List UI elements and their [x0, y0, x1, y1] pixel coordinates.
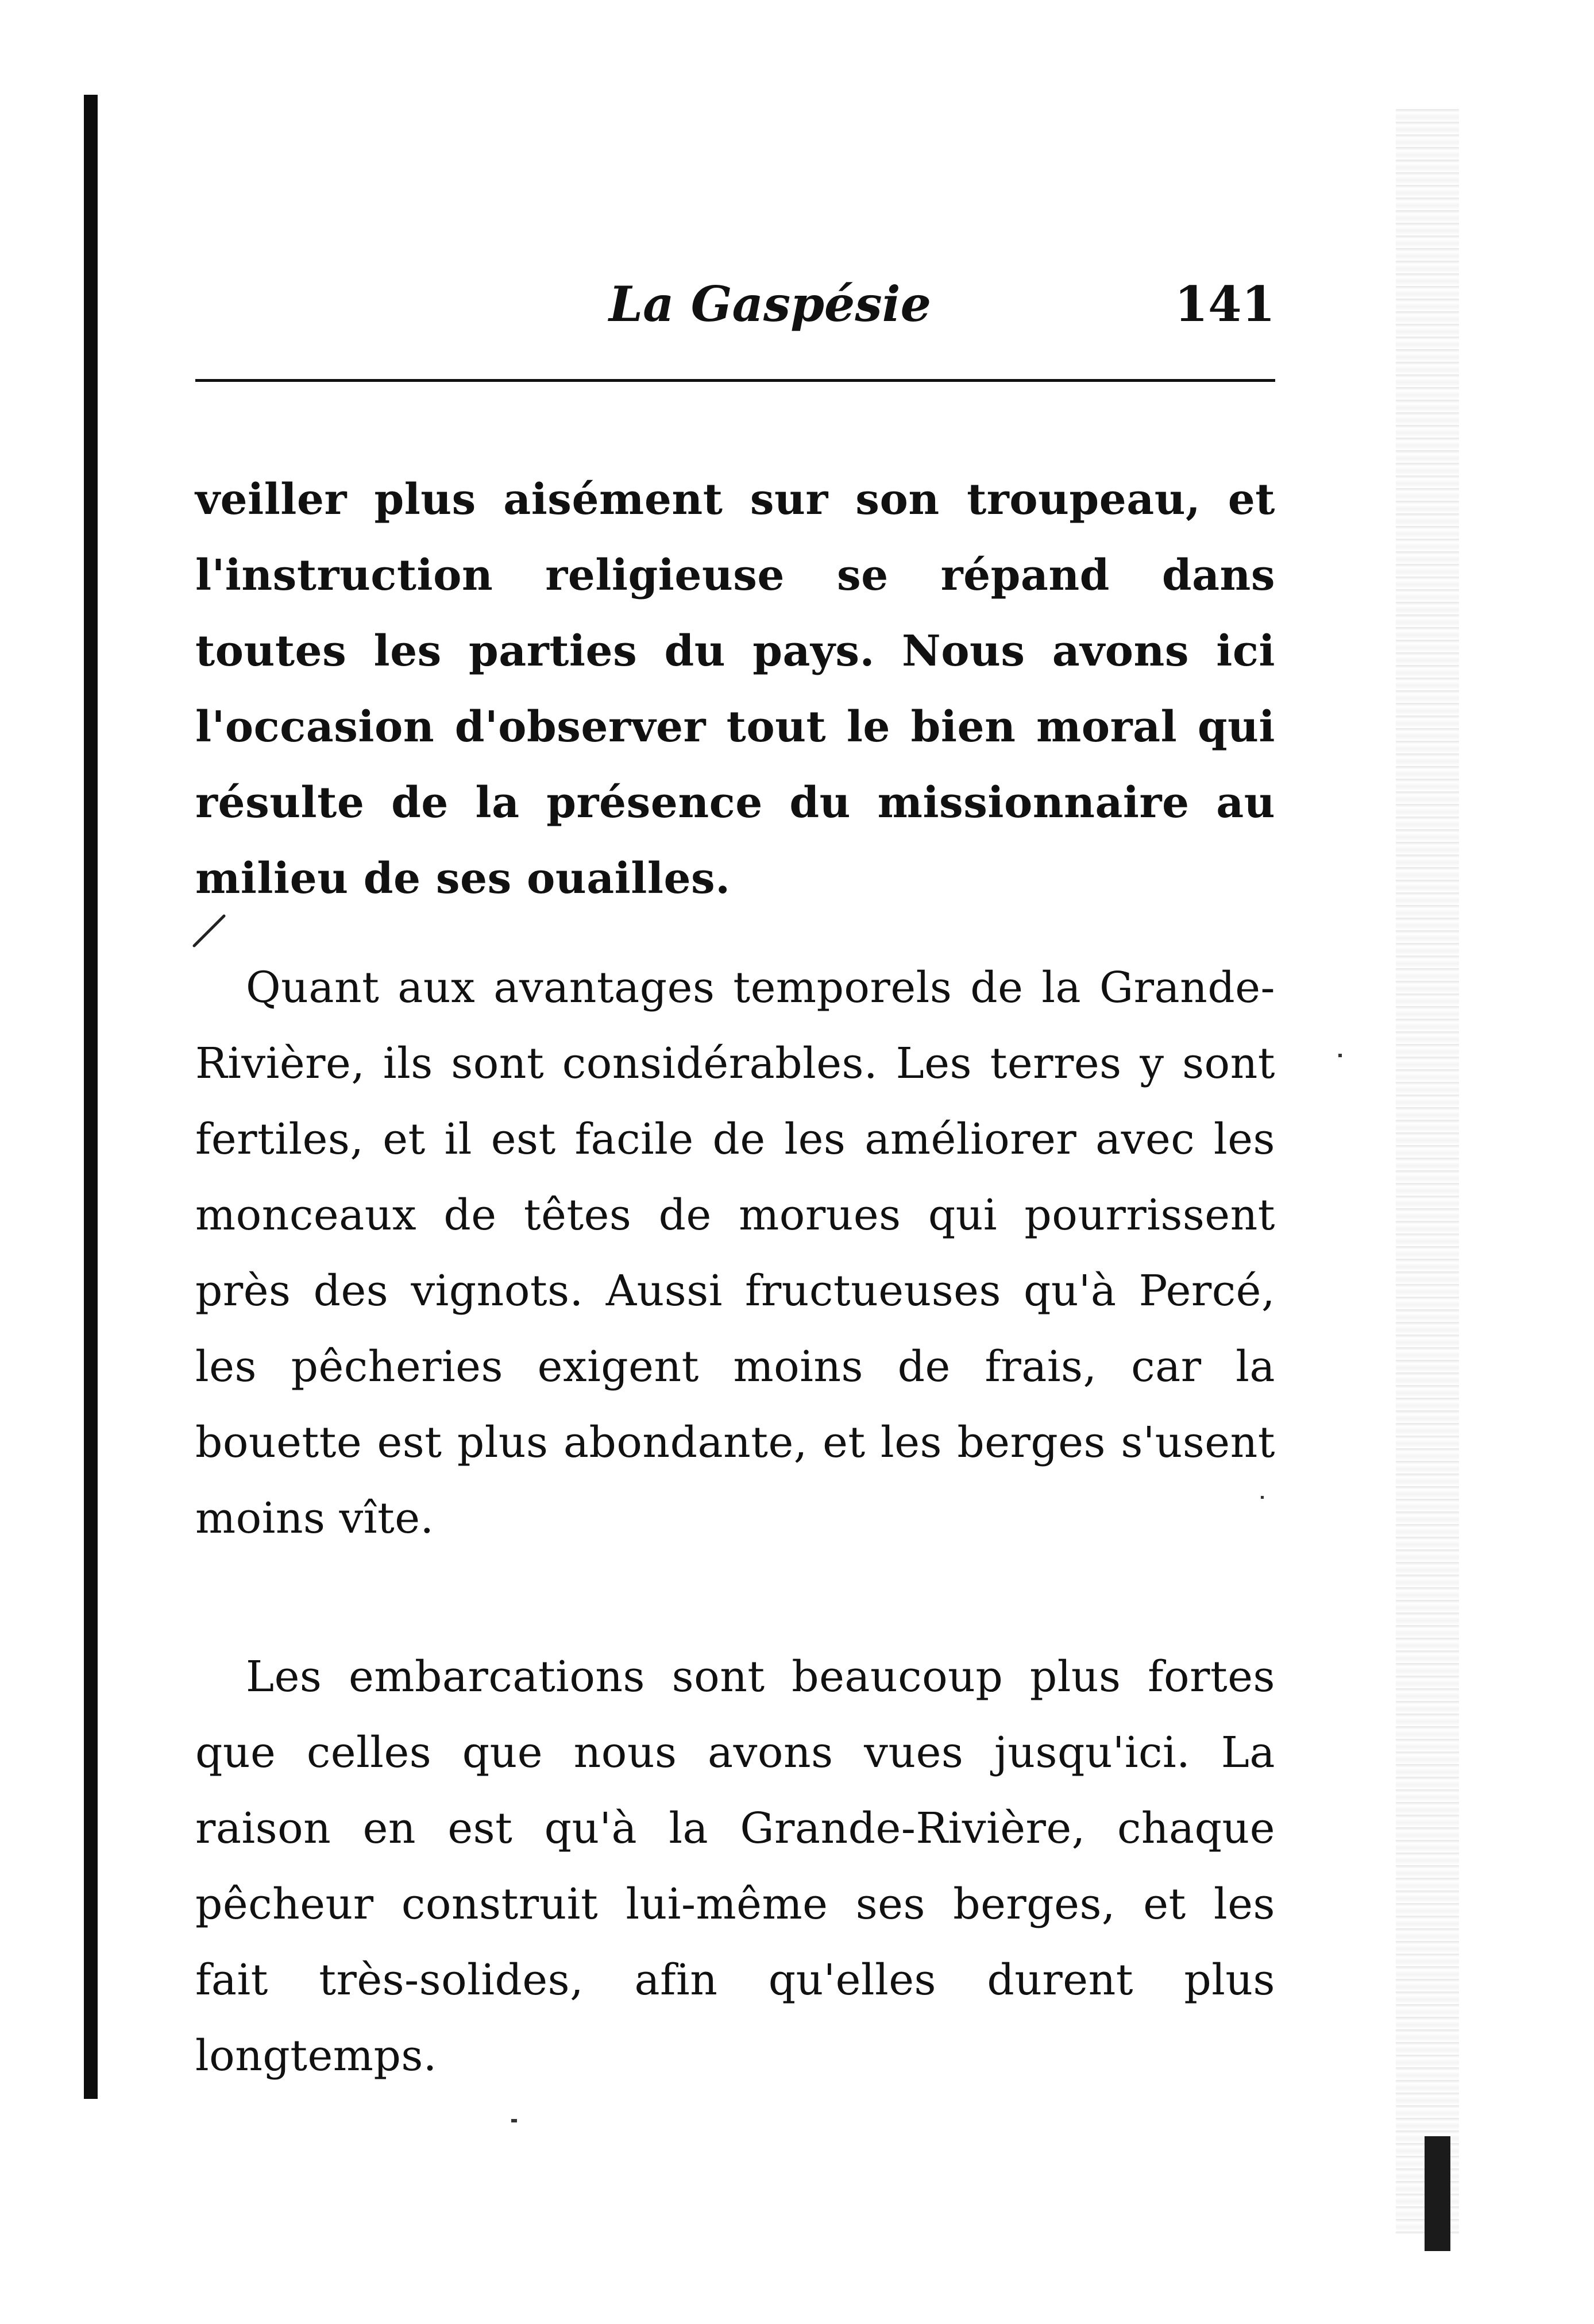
- paragraph-3: Les embarcations sont beaucoup plus fortes que celles que nous avons vues jusqu'ici. La raison en est qu'à la Grande-Rivière, chaque pêcheur construit lui-même ses berges, et les fait très-solides, afin qu'elles durent plus longtemps.: [195, 1652, 1275, 2081]
- pencil-slash-mark: [190, 910, 230, 950]
- paragraph-1: veiller plus aisément sur son troupeau, et l'instruction religieuse se répand dans toutes les parties du pays. Nous avons ici l'occasion d'observer tout le bien moral qui résulte de la présence du missionnaire au milieu de ses ouailles.: [195, 475, 1275, 903]
- scanned-page-edge: [1396, 109, 1459, 2234]
- running-title: La Gaspésie: [609, 276, 932, 332]
- page-number: 141: [1174, 276, 1275, 332]
- ink-speck: [511, 2119, 517, 2122]
- scanned-page-edge-shadow: [1425, 2136, 1450, 2251]
- paragraph-2: Quant aux avantages temporels de la Grande-Rivière, ils sont considérables. Les terres y sont fertiles, et il est facile de les améliorer avec les monceaux de têtes de morues qui pourrissent près des vignots. Aussi fructueuses qu'à Percé, les pêcheries exigent moins de frais, car la bouette est plus abondante, et les berges s'usent moins vîte.: [195, 963, 1275, 1543]
- ink-speck: [1261, 1496, 1264, 1499]
- ink-speck: [1338, 1054, 1342, 1057]
- header-rule: [195, 379, 1275, 382]
- binding-edge-bar: [84, 95, 98, 2099]
- running-head: [195, 270, 1275, 339]
